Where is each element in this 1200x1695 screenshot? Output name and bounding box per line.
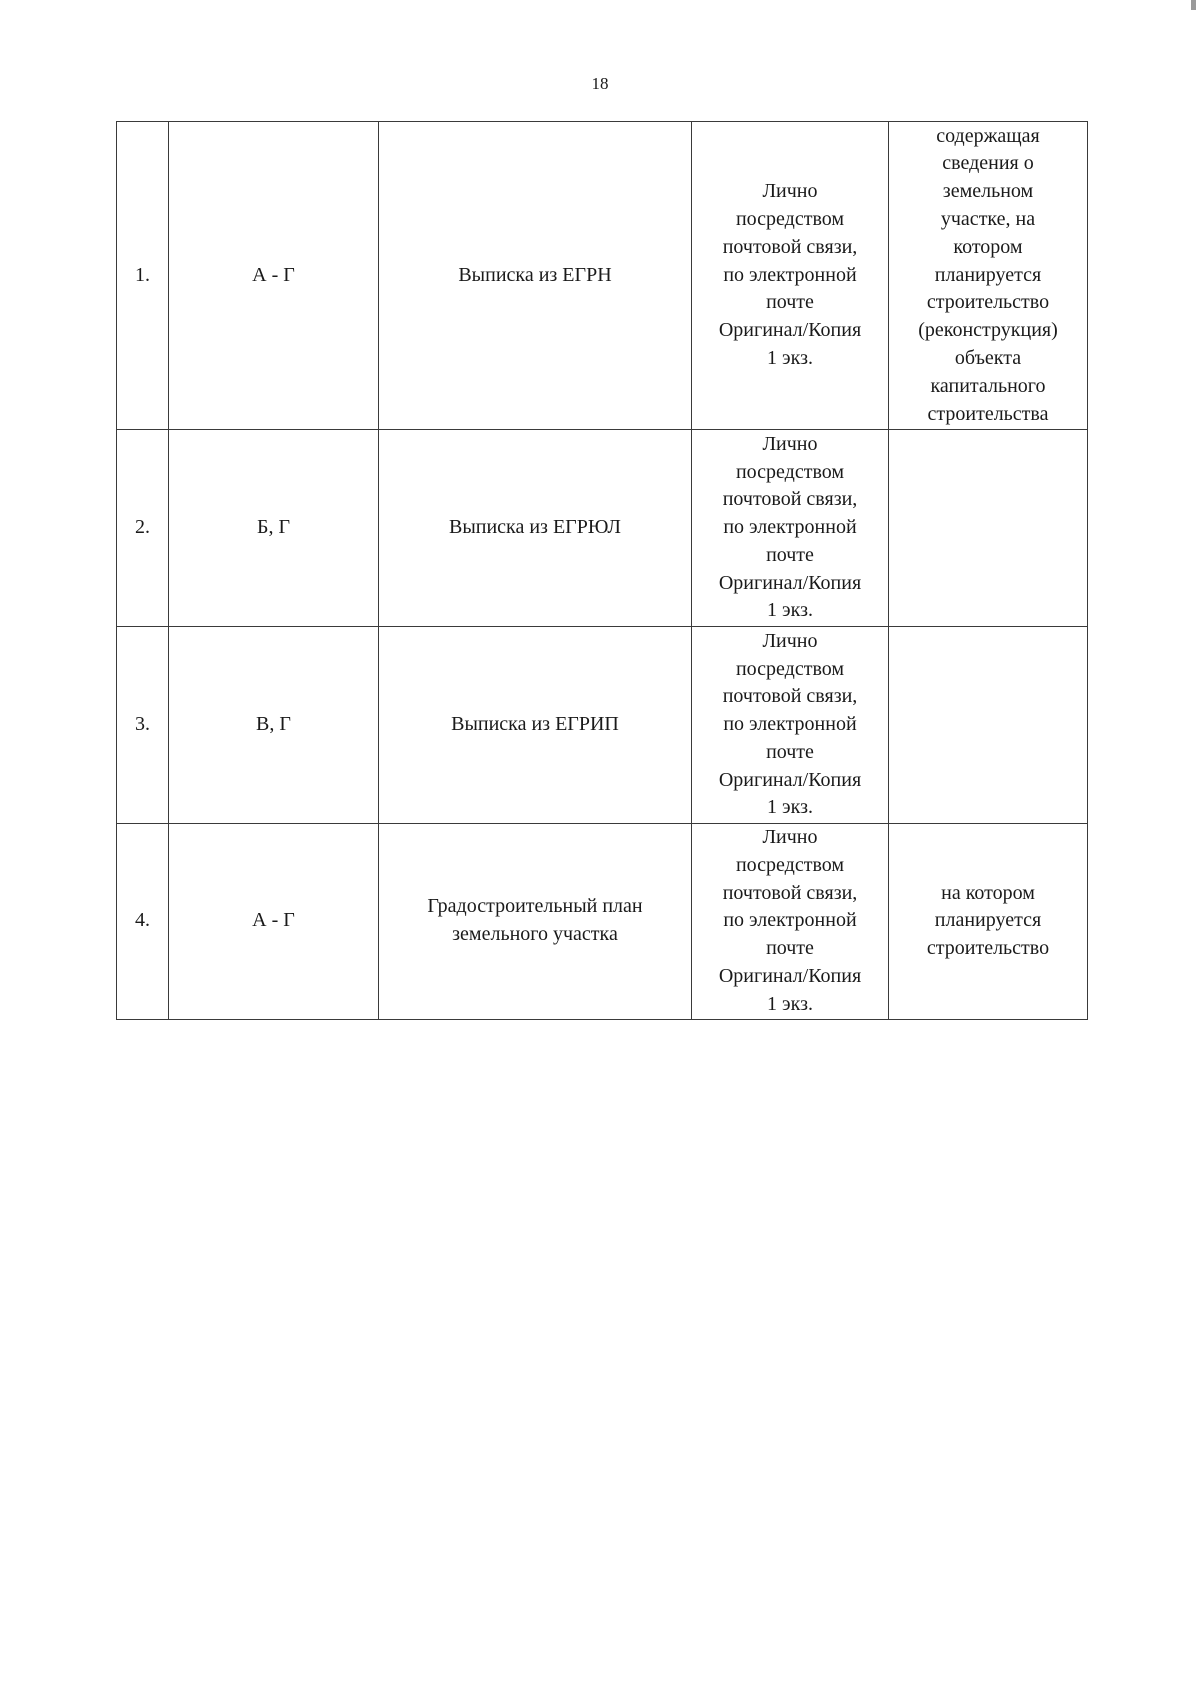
notes-line: (реконструкция) xyxy=(918,319,1058,342)
submission-line: посредством xyxy=(735,657,845,680)
submission-method xyxy=(692,122,889,430)
submission-method xyxy=(692,430,889,627)
row-number: 2. xyxy=(117,430,169,627)
submission-line: Лично xyxy=(762,629,818,652)
submission-line: посредством xyxy=(735,853,845,876)
scan-edge-mark xyxy=(1191,0,1196,10)
document-notes xyxy=(889,824,1088,1020)
submission-line: по электронной xyxy=(723,263,857,286)
submission-line: почтовой связи, xyxy=(722,685,858,708)
row-number: 3. xyxy=(117,627,169,824)
notes-line: сведения о xyxy=(942,152,1034,175)
document-notes xyxy=(889,627,1088,824)
table-row xyxy=(117,122,1088,430)
notes-line: на котором xyxy=(941,881,1035,904)
table-row xyxy=(117,430,1088,627)
submission-line: Оригинал/Копия xyxy=(718,319,862,342)
submission-line: Лично xyxy=(762,826,818,848)
notes-line: планируется xyxy=(934,909,1042,932)
notes-line: строительства xyxy=(927,402,1049,425)
applicant-category: А - Г xyxy=(169,122,379,430)
submission-line: почтовой связи, xyxy=(722,235,858,258)
document-name: Выписка из ЕГРН xyxy=(379,122,692,430)
submission-line: почте xyxy=(766,740,814,763)
submission-line: почтовой связи, xyxy=(722,881,858,904)
table-row xyxy=(117,627,1088,824)
submission-line: 1 экз. xyxy=(767,599,813,622)
submission-line: Оригинал/Копия xyxy=(718,571,862,594)
submission-line: почтовой связи, xyxy=(722,488,858,511)
document-name: Выписка из ЕГРИП xyxy=(379,627,692,824)
submission-line: посредством xyxy=(735,208,845,230)
submission-line: Лично xyxy=(762,180,818,203)
submission-line: по электронной xyxy=(723,713,857,736)
notes-line: земельном xyxy=(942,180,1034,203)
notes-line: капитального xyxy=(930,374,1046,397)
submission-line: 1 экз. xyxy=(767,992,813,1015)
notes-line: участке, на xyxy=(940,208,1036,230)
document-name: Выписка из ЕГРЮЛ xyxy=(379,430,692,627)
submission-line: Оригинал/Копия xyxy=(718,964,862,987)
submission-line: 1 экз. xyxy=(767,346,813,369)
document-notes xyxy=(889,122,1088,430)
notes-line: строительство xyxy=(926,937,1050,960)
notes-line: строительство xyxy=(926,291,1050,314)
page-number: 18 xyxy=(591,74,609,93)
applicant-category: Б, Г xyxy=(169,430,379,627)
submission-line: почте xyxy=(766,937,814,960)
submission-method xyxy=(692,824,889,1020)
submission-line: почте xyxy=(766,291,814,314)
document-notes xyxy=(889,430,1088,627)
notes-line: содержащая xyxy=(936,124,1040,147)
row-number: 1. xyxy=(117,122,169,430)
notes-line: планируется xyxy=(934,263,1042,286)
applicant-category: В, Г xyxy=(169,627,379,824)
submission-line: Лично xyxy=(762,432,818,455)
submission-method xyxy=(692,627,889,824)
notes-line: объекта xyxy=(954,346,1022,369)
table-row xyxy=(117,824,1088,1020)
notes-line: котором xyxy=(953,235,1023,258)
applicant-category: А - Г xyxy=(169,824,379,1020)
document-name: Градостроительный план земельного участка xyxy=(379,824,692,1020)
row-number: 4. xyxy=(117,824,169,1020)
submission-line: 1 экз. xyxy=(767,796,813,819)
submission-line: по электронной xyxy=(723,516,857,539)
submission-line: почте xyxy=(766,543,814,566)
submission-line: по электронной xyxy=(723,909,857,932)
submission-line: посредством xyxy=(735,460,845,483)
submission-line: Оригинал/Копия xyxy=(718,768,862,791)
documents-table xyxy=(116,121,1088,1020)
